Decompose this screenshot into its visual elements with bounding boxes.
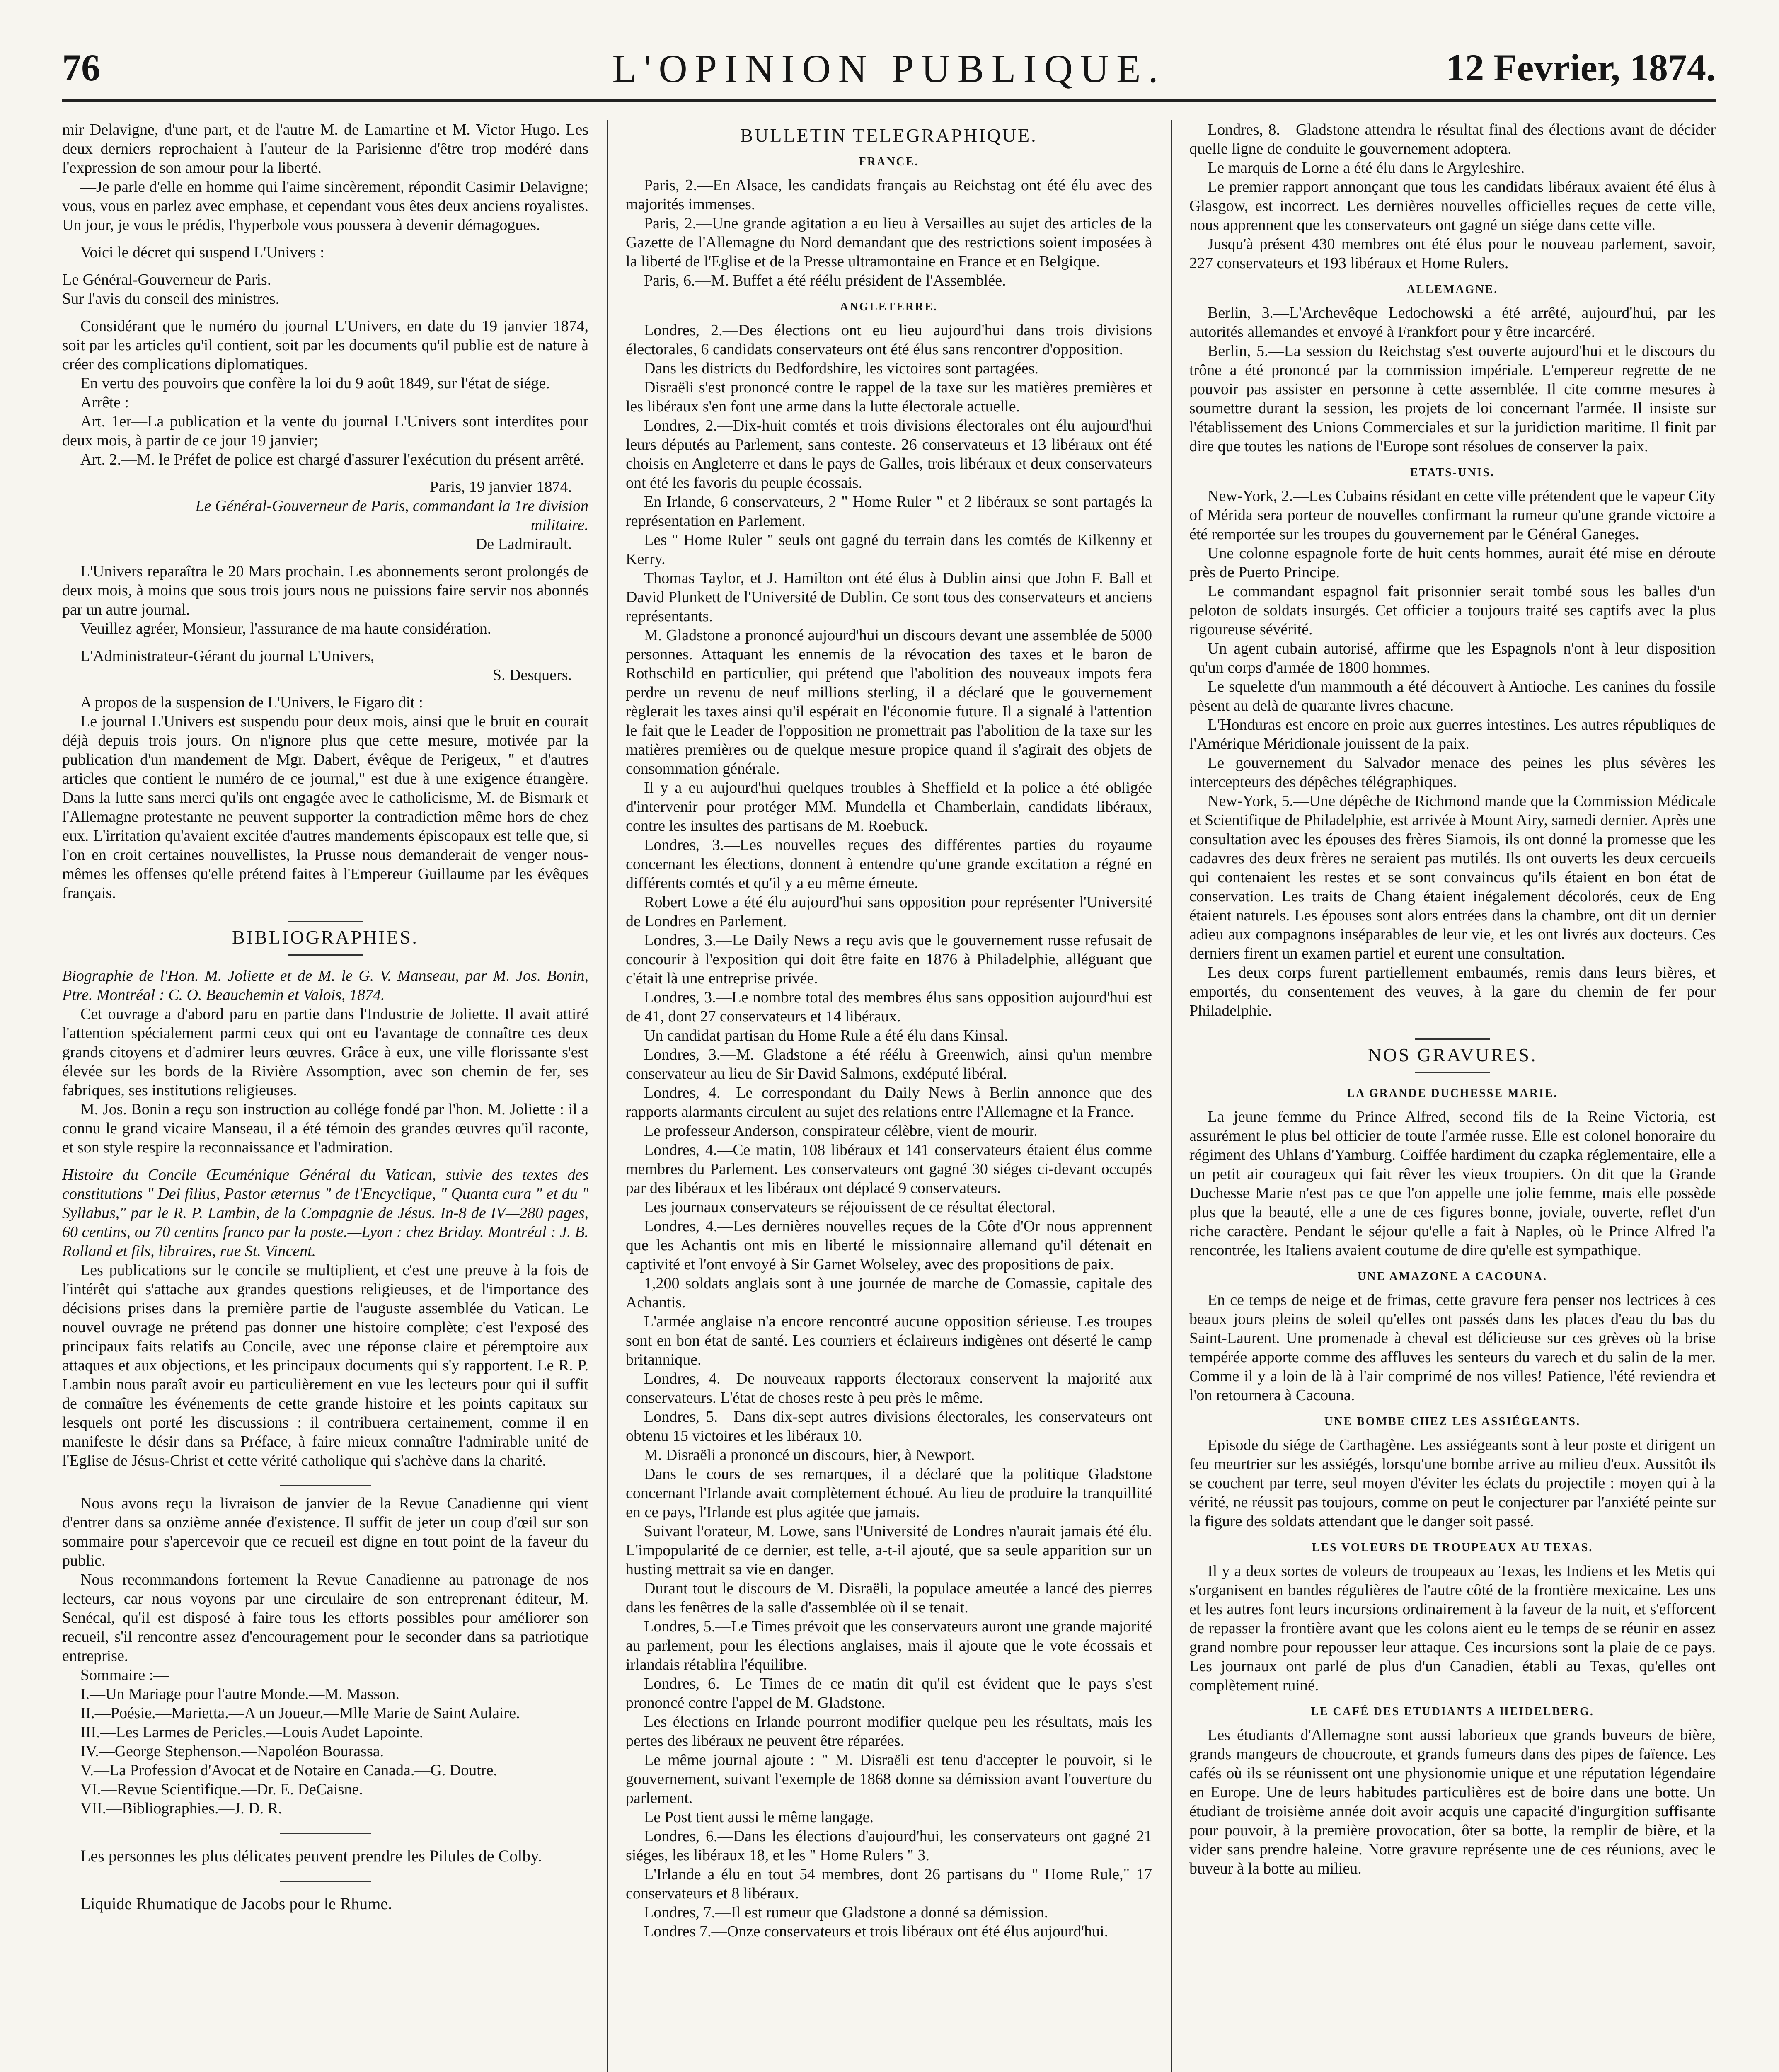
subsection-title: UNE AMAZONE A CACOUNA. bbox=[1357, 1270, 1548, 1283]
dispatch: 1,200 soldats anglais sont à une journée de marche de Comassie, capitale des Achantis. bbox=[626, 1275, 1152, 1311]
section-rule bbox=[1415, 1038, 1490, 1040]
summary-item: VI.—Revue Scientifique.—Dr. E. DeCaisne. bbox=[80, 1781, 363, 1798]
book-entry: Histoire du Concile Œcuménique Général du Vatican, suivie des textes des constitutions " Dei filius, Pastor æternus " de l'Encyclique, " Quanta cura " et du " Syllabus," par le R. P. Lambin, de la Compagnie de Jésus. In-8 de IV—280 pages, 60 centins, ou 70 centins franco par la poste.—Lyon : chez Briday. Montréal : J. B. Rolland et fils, libraires, rue St. Vincent. bbox=[62, 1166, 588, 1260]
decree-signature: De Ladmirault. bbox=[475, 535, 572, 553]
paragraph: Les publications sur le concile se multiplient, et c'est une preuve à la fois de l'intérêt qui s'attache aux grandes questions religieuses, et de l'importance des décisions prises dans la première partie de l'auguste assemblée du Vatican. Le nouvel ouvrage ne prétend pas donner une histoire complète; c'est l'exposé des principaux faits relatifs au Concile, avec une réponse claire et péremptoire aux attaques et aux objections, et les principaux documents qui s'y rapportent. Le R. P. Lambin nous paraît avoir eu particulièrement en vue les lecteurs pour qui il suffit de connaître les événements de cette grande histoire et les points capitaux sur lesquels ont porté les discussions : il contribuera certainement, comme il en manifeste le désir dans sa Préface, à faire mieux connaître l'admirable unité de l'Eglise de Jésus-Christ et cette vérité catholique qui s'achève dans la charité. bbox=[62, 1261, 588, 1469]
dispatch: Londres, 2.—Des élections ont eu lieu aujourd'hui dans trois divisions électorales, 6 candidats conservateurs ont été élus sans rencontrer d'opposition. bbox=[626, 322, 1152, 358]
dispatch: Londres, 4.—Le correspondant du Daily News à Berlin annonce que des rapports alarmants circulent au sujet des relations entre l'Allemagne et la France. bbox=[626, 1084, 1152, 1121]
dispatch: Berlin, 5.—La session du Reichstag s'est ouverte aujourd'hui et le discours du trône a été prononcé par la commission impériale. L'empereur regrette de ne pouvoir pas assister en personne à cette assemblée. Il cite comme mesures à soumettre durant la session, les projets de loi concernant l'armée. Il insiste sur l'établissement des Unions Commerciales et sur la juridiction maritime. Il finit par dire que toutes les nations de l'Europe sont résolues de conserver la paix. bbox=[1189, 342, 1716, 455]
dispatch: Londres, 3.—Les nouvelles reçues des différentes parties du royaume concernant les élections, donnent à entendre qu'une grande excitation a régné en différents comtés et qu'il y a eu même émeute. bbox=[626, 836, 1152, 892]
newspaper-title: L'OPINION PUBLIQUE. bbox=[612, 46, 1166, 91]
section-title-bulletin: BULLETIN TELEGRAPHIQUE. bbox=[740, 125, 1038, 146]
dispatch: Robert Lowe a été élu aujourd'hui sans opposition pour représenter l'Université de Londres en Parlement. bbox=[626, 893, 1152, 930]
dispatch: Le gouvernement du Salvador menace des peines les plus sévères les intercepteurs des dépêches télégraphiques. bbox=[1189, 754, 1716, 791]
decree-signatory-title: Le Général-Gouverneur de Paris, commandant la 1re division militaire. bbox=[195, 497, 588, 534]
separator-rule bbox=[280, 1485, 371, 1486]
paragraph: Il y a deux sortes de voleurs de troupeaux au Texas, les Indiens et les Metis qui s'organisent en bandes régulières de l'autre côté de la frontière mexicaine. Les uns et les autres font leurs incursions ordinairement à la faveur de la nuit, et s'efforcent de repasser la frontière avant que les colons aient eu le temps de se réunir en assez grand nombre pour repousser leur attaque. Ces incursions sont la plaie de ce pays. Les journaux ont parlé de plus d'un Canadien, établi au Texas, qu'elles ont complètement ruiné. bbox=[1189, 1562, 1716, 1694]
dispatch: Thomas Taylor, et J. Hamilton ont été élus à Dublin ainsi que John F. Ball et David Plunkett de l'Université de Dublin. Ce sont tous des conservateurs et anciens représentants. bbox=[626, 569, 1152, 625]
subsection-title: UNE BOMBE CHEZ LES ASSIÉGEANTS. bbox=[1324, 1415, 1581, 1428]
paragraph: L'Univers reparaîtra le 20 Mars prochain. Les abonnements seront prolongés de deux mois, à moins que sous trois jours nous ne puissions faire servir nos abonnés par un autre journal. bbox=[62, 563, 588, 618]
dispatch: L'Irlande a élu en tout 54 membres, dont 26 partisans du " Home Rule," 17 conservateurs et 8 libéraux. bbox=[626, 1866, 1152, 1902]
dispatch: Londres, 4.—De nouveaux rapports électoraux conservent la majorité aux conservateurs. L'état de choses reste à peu près le même. bbox=[626, 1370, 1152, 1406]
dispatch: Londres, 3.—Le Daily News a reçu avis que le gouvernement russe refusait de concourir à l'exposition qui doit être faite en 1876 à Philadelphie, alléguant que c'était là une entreprise privée. bbox=[626, 932, 1152, 987]
dispatch: L'Honduras est encore en proie aux guerres intestines. Les autres républiques de l'Amérique Méridionale jouissent de la paix. bbox=[1189, 716, 1716, 753]
dispatch: Dans le cours de ses remarques, il a déclaré que la politique Gladstone concernant l'Irlande avait complètement échoué. Au lieu de produire la tranquillité en ce pays, l'Irlande est plus agitée que jamais. bbox=[626, 1465, 1152, 1521]
dispatch: Disraëli s'est prononcé contre le rappel de la taxe sur les matières premières et les libéraux s'en font une arme dans la lutte électorale actuelle. bbox=[626, 379, 1152, 415]
summary-item: I.—Un Mariage pour l'autre Monde.—M. Masson. bbox=[80, 1685, 399, 1703]
section-rule bbox=[1415, 1072, 1490, 1073]
paragraph: L'Administrateur-Gérant du journal L'Univers, bbox=[80, 647, 375, 665]
dispatch: En Irlande, 6 conservateurs, 2 " Home Ruler " et 2 libéraux se sont partagés la représentation en Parlement. bbox=[626, 493, 1152, 530]
dispatch: Londres, 6.—Le Times de ce matin dit qu'il est évident que le pays s'est prononcé contre l'appel de M. Gladstone. bbox=[626, 1675, 1152, 1711]
dispatch: Paris, 2.—Une grande agitation a eu lieu à Versailles au sujet des articles de la Gazette de l'Allemagne du Nord demandant que des restrictions soient imposées à la liberté de l'Eglise et de la Presse ultramontaine en France et en Belgique. bbox=[626, 215, 1152, 270]
paragraph: En ce temps de neige et de frimas, cette gravure fera penser nos lectrices à ces beaux jours pleins de soleil qu'elles ont passés dans les places d'eau du bas du Saint-Laurent. Une promenade à cheval est délicieuse sur ces grèves où la brise tempérée apporte comme des affluves les senteurs du varech et du salin de la mer. Comme il y a loin de là à l'air comprimé de nos villes! Patience, l'été reviendra et l'on retournera à Cacouna. bbox=[1189, 1291, 1716, 1404]
subsection-title: LES VOLEURS DE TROUPEAUX AU TEXAS. bbox=[1312, 1541, 1593, 1554]
dispatch: Les journaux conservateurs se réjouissent de ce résultat électoral. bbox=[644, 1198, 1055, 1216]
section-rule bbox=[288, 921, 363, 922]
paragraph: Les étudiants d'Allemagne sont aussi laborieux que grands buveurs de bière, grands mangeurs de choucroute, et grands fumeurs dans des pipes de faïence. Les cafés où ils se réunissent ont une physionomie unique et une réputation légendaire en Europe. Une de leurs habitudes particulières est de boire dans une botte. Un étudiant de troisième année doit avoir acquis une capacité d'ingurgition suffisante pour pouvoir, à la première provocation, ôter sa botte, la remplir de bière, et la vider sans prendre haleine. Notre gravure représente une de ces réunions, avec le buveur à la botte au milieu. bbox=[1189, 1726, 1716, 1877]
summary-item: V.—La Profession d'Avocat et de Notaire en Canada.—G. Doutre. bbox=[80, 1762, 497, 1779]
advertisement: Liquide Rhumatique de Jacobs pour le Rhume. bbox=[80, 1894, 392, 1913]
column-rule bbox=[607, 120, 608, 2072]
subsection-title-allemagne: ALLEMAGNE. bbox=[1406, 283, 1498, 296]
summary-heading: Sommaire :— bbox=[80, 1666, 169, 1684]
section-rule bbox=[288, 954, 363, 956]
dispatch: Londres, 4.—Ce matin, 108 libéraux et 141 conservateurs étaient élus comme membres du Parlement. Les conservateurs ont gagné 30 siéges ci-devant occupés par des libéraux et les libéraux ont déplacé 9 conservateurs. bbox=[626, 1141, 1152, 1197]
summary-item: III.—Les Larmes de Pericles.—Louis Audet Lapointe. bbox=[80, 1723, 424, 1741]
dispatch: Londres, 6.—Dans les élections d'aujourd'hui, les conservateurs ont gagné 21 siéges, les libéraux 18, et les " Home Rulers " 3. bbox=[626, 1828, 1152, 1864]
summary-item: IV.—George Stephenson.—Napoléon Bourassa. bbox=[80, 1743, 384, 1760]
paragraph: Le journal L'Univers est suspendu pour deux mois, ainsi que le bruit en courait déjà depuis trois jours. On n'ignore plus que cette mesure, motivée par la publication d'un mandement de Mgr. Dabert, évêque de Perigeux, " et d'autres articles que contient le numéro de ce journal," est due à une exigence étrangère. Dans la lutte sans merci qu'ils ont engagée avec le catholicisme, M. de Bismark et l'Allemagne protestante ne peuvent supporter la contradiction même hors de chez eux. L'irritation qu'avaient excitée d'autres mandements épiscopaux est telle que, si l'on en croit certaines nouvellistes, la Prusse nous demanderait de venger nous-mêmes les offenses qu'elle prétend faites à l'Empereur Guillaume par les évêques français. bbox=[62, 713, 588, 902]
subsection-title: LA GRANDE DUCHESSE MARIE. bbox=[1347, 1087, 1558, 1100]
separator-rule bbox=[280, 1833, 371, 1834]
dispatch: M. Gladstone a prononcé aujourd'hui un discours devant une assemblée de 5000 personnes. Attaquant les ennemis de la révocation des taxes et le baron de Rothschild en particulier, qui prétend que l'abolition des nouveaux impots fera perdre un revenu de neuf millions sterling, il a déclaré que le gouvernement règlerait les taxes ainsi qu'il espérait en l'économie future. Il a signalé à l'attention le fait que le Leader de l'opposition ne promettrait pas l'abolition de la taxe sur les matières premières ou de quelque mesure propice quand il s'agirait des objets de consommation générale. bbox=[626, 627, 1152, 777]
paragraph: Veuillez agréer, Monsieur, l'assurance de ma haute considération. bbox=[80, 620, 491, 637]
decree-date: Paris, 19 janvier 1874. bbox=[429, 478, 572, 496]
subsection-title: LE CAFÉ DES ETUDIANTS A HEIDELBERG. bbox=[1311, 1705, 1594, 1718]
dispatch: Le squelette d'un mammouth a été découvert à Antioche. Les canines du fossile pèsent au delà de quarante livres chacune. bbox=[1189, 678, 1716, 714]
summary-item: VII.—Bibliographies.—J. D. R. bbox=[80, 1800, 282, 1817]
decree-article: Art. 2.—M. le Préfet de police est chargé d'assurer l'exécution du présent arrêté. bbox=[80, 451, 584, 468]
advertisement: Les personnes les plus délicates peuvent prendre les Pilules de Colby. bbox=[80, 1847, 542, 1865]
decree-line: Sur l'avis du conseil des ministres. bbox=[62, 290, 280, 307]
newspaper-page bbox=[62, 37, 1716, 2072]
masthead bbox=[62, 37, 1716, 99]
dispatch: Londres, 4.—Les dernières nouvelles reçues de la Côte d'Or nous apprennent que les Achantis ont mis en liberté le missionnaire allemand qu'il détenait en captivité et l'ont envoyé à Sir Garnet Wolseley, avec des propositions de paix. bbox=[626, 1218, 1152, 1273]
subsection-title-angleterre: ANGLETERRE. bbox=[840, 300, 938, 313]
subsection-title-etats-unis: ETATS-UNIS. bbox=[1410, 466, 1495, 479]
paragraph: Episode du siége de Carthagène. Les assiégeants sont à leur poste et dirigent un feu meurtrier sur les assiégés, lorsqu'une bombe arrive au milieu d'eux. Aussitôt ils se couchent par terre, seul moyen d'éviter les éclats du projectile : moyen qui à la vérité, ne réussit pas toujours, comme on peut le conjecturer par l'anxiété peinte sur la figure des soldats attendant que le danger soit passé. bbox=[1189, 1436, 1716, 1530]
paragraph: —Je parle d'elle en homme qui l'aime sincèrement, répondit Casimir Delavigne; vous, vous en parlez avec emphase, et cependant vous êtes deux anciens royalistes. Un jour, je vous le prédis, l'hyperbole vous poussera à devenir démagogues. bbox=[62, 178, 588, 234]
paragraph: Nous recommandons fortement la Revue Canadienne au patronage de nos lecteurs, car nous voyons par une circulaire de son entreprenant éditeur, M. Senécal, qu'il est disposé à faire tous les efforts possibles pour améliorer son recueil, s'il rencontre assez d'encouragement pour le seconder dans sa patriotique entreprise. bbox=[62, 1571, 588, 1665]
dispatch: Durant tout le discours de M. Disraëli, la populace ameutée a lancé des pierres dans les fenêtres de la salle d'assemblée où il se tenait. bbox=[626, 1580, 1152, 1616]
decree-line: Le Général-Gouverneur de Paris. bbox=[62, 271, 271, 288]
paragraph: A propos de la suspension de L'Univers, le Figaro dit : bbox=[80, 694, 423, 711]
decree-article: Art. 1er—La publication et la vente du journal L'Univers sont interdites pour deux mois, à partir de ce jour 19 janvier; bbox=[62, 413, 588, 449]
dispatch: Le Post tient aussi le même langage. bbox=[644, 1808, 874, 1826]
dispatch: Paris, 2.—En Alsace, les candidats français au Reichstag ont été élu avec des majorités immenses. bbox=[626, 177, 1152, 213]
dispatch: Londres, 7.—Il est rumeur que Gladstone a donné sa démission. bbox=[644, 1904, 1048, 1921]
dispatch: Londres, 2.—Dix-huit comtés et trois divisions électorales ont élu aujourd'hui leurs députés au Parlement, sans conteste. 26 conservateurs et 13 libéraux ont été choisis en Angleterre et dans le pays de Galles, trois libéraux et deux conservateurs ont été les favoris du peuple écossais. bbox=[626, 417, 1152, 491]
decree-paragraph: Considérant que le numéro du journal L'Univers, en date du 19 janvier 1874, soit par les articles qu'il contient, soit par les documents qu'il publie est de nature à créer des complications diplomatiques. bbox=[62, 317, 588, 373]
paragraph: M. Jos. Bonin a reçu son instruction au collége fondé par l'hon. M. Joliette : il a connu le grand vicaire Manseau, il a été témoin des grandes œuvres qu'il raconte, et son style respire la reconnaissance et l'admiration. bbox=[62, 1101, 588, 1156]
paragraph: Voici le décret qui suspend L'Univers : bbox=[80, 244, 324, 261]
dispatch: Les " Home Ruler " seuls ont gagné du terrain dans les comtés de Kilkenny et Kerry. bbox=[626, 531, 1152, 568]
dispatch: New-York, 2.—Les Cubains résidant en cette ville prétendent que le vapeur City of Mérida sera porteur de nouvelles confirmant la rumeur qu'une grande victoire a été remportée sur les troupes du gouvernement par le Général Ganeges. bbox=[1189, 487, 1716, 543]
masthead-rule bbox=[62, 99, 1716, 102]
dispatch: New-York, 5.—Une dépêche de Richmond mande que la Commission Médicale et Scientifique de Philadelphie, est arrivée à Mount Airy, samedi dernier. Après une consultation avec les épouses des frères Siamois, ils ont donné la promesse que les cadavres des deux frères ne seraient pas mutilés. Ils ont ouverts les deux cercueils qui contenaient les restes et se sont convaincus qu'ils étaient en bon état de conservation. Les traits de Chang étaient inégalement décolorés, ceux de Eng étaient naturels. Les épouses sont alors entrées dans la chambre, ont dit un dernier adieu aux compagnons inséparables de leur vie, et les ont livrés aux docteurs. Ces derniers firent un examen partiel et eurent une consultation. bbox=[1189, 792, 1716, 962]
dispatch: L'armée anglaise n'a encore rencontré aucune opposition sérieuse. Les troupes sont en bon état de santé. Les courriers et éclaireurs indigènes ont déserté le camp britannique. bbox=[626, 1313, 1152, 1368]
dispatch: Le même journal ajoute : " M. Disraëli est tenu d'accepter le pouvoir, si le gouvernement, suivant l'exemple de 1868 donne sa démission avant l'ouverture du parlement. bbox=[626, 1751, 1152, 1807]
dispatch: M. Disraëli a prononcé un discours, hier, à Newport. bbox=[644, 1446, 975, 1464]
subsection-title-france: FRANCE. bbox=[859, 155, 919, 168]
column-1 bbox=[62, 120, 588, 2072]
paragraph: La jeune femme du Prince Alfred, second fils de la Reine Victoria, est assurément le plus bel officier de toute l'armée russe. Elle est colonel honoraire du régiment des Uhlans d'Yamburg. Coiffée hardiment du czapka réglementaire, elle a un petit air courageux qui fait rêver les vieux troupiers. On dit que la Grande Duchesse Marie n'est pas ce que l'on appelle une jolie femme, mais elle possède plus que la beauté, elle a une de ces figures bonne, joviale, ouverte, reflet d'un riche caractère. Pendant le séjour qu'elle a fait à Naples, où le Prince Alfred l'a rencontrée, les Italiens avaient coutume de dire qu'elle est sympathique. bbox=[1189, 1108, 1716, 1259]
section-title-gravures: NOS GRAVURES. bbox=[1368, 1044, 1537, 1065]
column-rule bbox=[1171, 120, 1172, 2072]
decree-heading: Arrête : bbox=[80, 394, 129, 411]
issue-date: 12 Fevrier, 1874. bbox=[1446, 46, 1716, 89]
dispatch: Le commandant espagnol fait prisonnier serait tombé sous les balles d'un peloton de soldats insurgés. Cet officier a toujours traité ses captifs avec la plus rigoureuse sévérité. bbox=[1189, 583, 1716, 638]
dispatch: Les élections en Irlande pourront modifier quelque peu les résultats, mais les pertes des libéraux ne peuvent être réparées. bbox=[626, 1713, 1152, 1750]
dispatch: Le premier rapport annonçant que tous les candidats libéraux avaient été élus à Glasgow, est incorrect. Les dernières nouvelles officielles reçues de cette ville, nous apprennent que les conservateurs ont gagné un siége dans cette ville. bbox=[1189, 178, 1716, 234]
column-2 bbox=[626, 120, 1152, 2072]
dispatch: Il y a eu aujourd'hui quelques troubles à Sheffield et la police a été obligée d'intervenir pour protéger MM. Mundella et Chamberlain, candidats libéraux, contre les insultes des partisans de M. Roebuck. bbox=[626, 779, 1152, 835]
dispatch: Une colonne espagnole forte de huit cents hommes, aurait été mise en déroute près de Puerto Principe. bbox=[1189, 545, 1716, 581]
dispatch: Un candidat partisan du Home Rule a été élu dans Kinsal. bbox=[644, 1027, 1009, 1044]
dispatch: Paris, 6.—M. Buffet a été réélu président de l'Assemblée. bbox=[644, 272, 1006, 289]
dispatch: Dans les districts du Bedfordshire, les victoires sont partagées. bbox=[644, 360, 1038, 377]
column-3 bbox=[1189, 120, 1716, 2072]
dispatch: Berlin, 3.—L'Archevêque Ledochowski a été arrêté, aujourd'hui, par les autorités allemandes et envoyé à Frankfort pour y être incarcéré. bbox=[1189, 304, 1716, 341]
dispatch: Suivant l'orateur, M. Lowe, sans l'Université de Londres n'aurait jamais été élu. L'impopularité de ce dernier, est telle, a-t-il ajouté, que sa seule apparition sur un husting mettrait sa vie en danger. bbox=[626, 1523, 1152, 1578]
decree-paragraph: En vertu des pouvoirs que confère la loi du 9 août 1849, sur l'état de siége. bbox=[80, 375, 550, 392]
dispatch: Londres, 3.—Le nombre total des membres élus sans opposition aujourd'hui est de 41, dont 27 conservateurs et 14 libéraux. bbox=[626, 989, 1152, 1025]
paragraph: mir Delavigne, d'une part, et de l'autre M. de Lamartine et M. Victor Hugo. Les deux derniers reprochaient à l'auteur de la Parisienne d'être trop modéré dans l'expression de son amour pour la liberté. bbox=[62, 121, 588, 177]
dispatch: Londres, 8.—Gladstone attendra le résultat final des élections avant de décider quelle ligne de conduite le gouvernement adoptera. bbox=[1189, 121, 1716, 157]
dispatch: Le professeur Anderson, conspirateur célèbre, vient de mourir. bbox=[644, 1122, 1038, 1140]
signature: S. Desquers. bbox=[492, 666, 572, 684]
page-number: 76 bbox=[62, 46, 100, 89]
summary-list bbox=[62, 1685, 588, 1818]
dispatch: Les deux corps furent partiellement embaumés, remis dans leurs bières, et emportés, du consentement des veuves, à la gare du chemin de fer pour Philadelphie. bbox=[1189, 964, 1716, 1019]
separator-rule bbox=[280, 1881, 371, 1882]
dispatch: Londres, 5.—Le Times prévoit que les conservateurs auront une grande majorité au parlement, pour les élections anglaises, mais il ajoute que le vote écossais et irlandais rétablira l'équilibre. bbox=[626, 1618, 1152, 1673]
dispatch: Le marquis de Lorne a été élu dans le Argyleshire. bbox=[1208, 159, 1525, 177]
summary-item: II.—Poésie.—Marietta.—A un Joueur.—Mlle Marie de Saint Aulaire. bbox=[80, 1704, 520, 1722]
dispatch: Londres, 3.—M. Gladstone a été réélu à Greenwich, ainsi qu'un membre conservateur au lieu de Sir David Salmons, exdéputé libéral. bbox=[626, 1046, 1152, 1082]
section-title-bibliographies: BIBLIOGRAPHIES. bbox=[232, 927, 419, 948]
dispatch: Jusqu'à présent 430 membres ont été élus pour le nouveau parlement, savoir, 227 conservateurs et 193 libéraux et Home Rulers. bbox=[1189, 235, 1716, 272]
dispatch: Londres, 5.—Dans dix-sept autres divisions électorales, les conservateurs ont obtenu 15 victoires et les libéraux 10. bbox=[626, 1408, 1152, 1445]
dispatch: Un agent cubain autorisé, affirme que les Espagnols n'ont à leur disposition qu'un corps d'armée de 1800 hommes. bbox=[1189, 640, 1716, 676]
book-entry: Biographie de l'Hon. M. Joliette et de M. le G. V. Manseau, par M. Jos. Bonin, Ptre. Montréal : C. O. Beauchemin et Valois, 1874. bbox=[62, 967, 588, 1004]
paragraph: Nous avons reçu la livraison de janvier de la Revue Canadienne qui vient d'entrer dans sa onzième année d'existence. Il suffit de jeter un coup d'œil sur son sommaire pour s'apercevoir que ce recueil est digne en tout point de la faveur du public. bbox=[62, 1495, 588, 1569]
paragraph: Cet ouvrage a d'abord paru en partie dans l'Industrie de Joliette. Il avait attiré l'attention spécialement parmi ceux qui ont eu l'avantage de connaître ces deux grands citoyens et d'admirer leurs œuvres. Grâce à eux, une ville florissante s'est élevée sur les bords de la Rivière Assomption, avec son chemin de fer, ses fabriques, ses institutions religieuses. bbox=[62, 1005, 588, 1099]
dispatch: Londres 7.—Onze conservateurs et trois libéraux ont été élus aujourd'hui. bbox=[644, 1923, 1109, 1940]
